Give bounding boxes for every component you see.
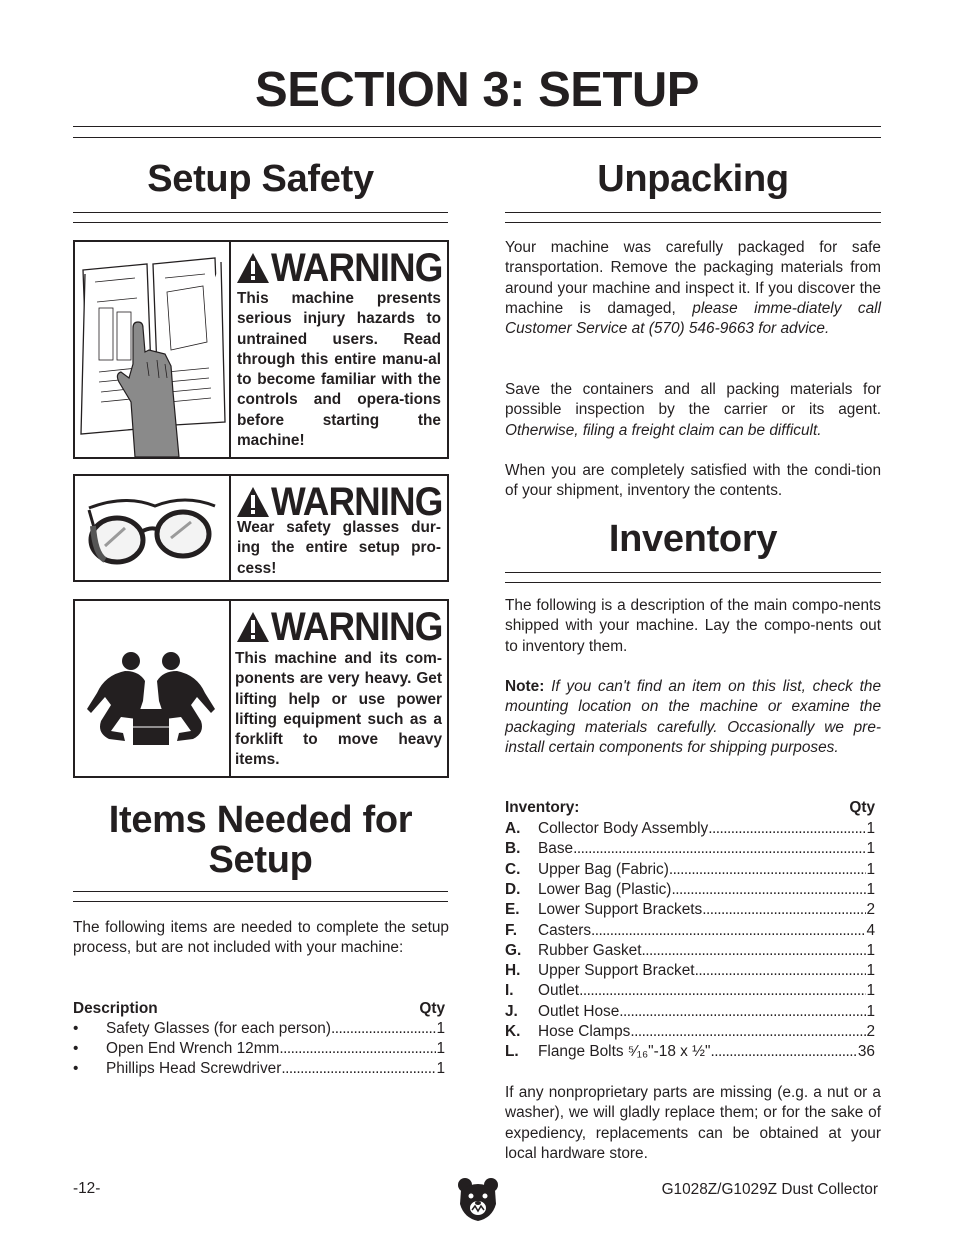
inventory-row — [505, 921, 875, 941]
inventory-row — [505, 941, 875, 961]
manual-reading-icon — [75, 242, 231, 457]
inventory-letter: D. — [505, 880, 521, 898]
inventory-item-qty: 1 — [866, 880, 875, 898]
inventory-intro: The following is a description of the main compo-nents shipped with your machine. Lay the compo-nents out to inventory them. — [505, 597, 881, 655]
items-row — [73, 1059, 445, 1079]
note-label: Note: — [505, 678, 545, 695]
inventory-table-header — [505, 799, 875, 817]
warning-box-manual — [73, 240, 449, 459]
title-divider-bottom — [73, 137, 881, 138]
inventory-row — [505, 880, 875, 900]
inventory-item-qty: 2 — [866, 901, 875, 919]
inventory-item-qty: 36 — [857, 1043, 875, 1061]
inventory-row — [505, 1022, 875, 1042]
inventory-row — [505, 900, 875, 920]
warning-header — [235, 605, 457, 649]
inventory-item-name: Lower Bag (Plastic) — [538, 880, 672, 898]
inventory-item-name: Collector Body Assembly — [538, 820, 709, 837]
inventory-letter: E. — [505, 901, 520, 919]
inventory-letter: H. — [505, 962, 521, 980]
inventory-item-name: Upper Support Bracket — [538, 962, 695, 980]
inventory-heading: Inventory — [608, 518, 778, 560]
inventory-item-qty: 1 — [866, 962, 875, 980]
unpacking-p1-italic: please imme-diately call Customer Service at (570) 546-9663 for advice. — [505, 299, 882, 338]
warning-word: WARNING — [271, 246, 443, 290]
unpacking-p2-text: Save the containers and all packing materials for possible inspection by the carrier or its agent. — [505, 381, 881, 419]
note-text: If you can't find an item on this list, check the mounting location on the machine or examine the packaging materials carefully. Occasionally we pre-install certain components for shipping purposes. — [505, 678, 882, 756]
inventory-row — [505, 839, 875, 859]
warning-text: This machine presents serious injury hazards to untrained users. Read through this entire manu-al to become familiar with the controls and opera-tions before starting the machine! — [237, 290, 441, 450]
unpacking-paragraph-3: When you are completely satisfied with the condi-tion of your shipment, inventory the contents. — [505, 462, 881, 500]
inventory-item-name: Base — [538, 840, 574, 858]
unpacking-paragraph-2 — [505, 380, 881, 441]
inventory-row — [505, 1002, 875, 1022]
warning-box-heavy — [73, 599, 449, 778]
item-name: Phillips Head Screwdriver — [106, 1060, 282, 1077]
inventory-item-qty: 2 — [866, 1023, 875, 1040]
warning-header — [235, 246, 457, 290]
inventory-item-qty: 1 — [866, 982, 875, 1000]
inventory-item-qty: 1 — [866, 1002, 875, 1020]
unpacking-p1-text: Your machine was carefully packaged for safe transportation. Remove the packaging materials from around your machine and inspect it. If you discover the machine is damaged, — [505, 239, 881, 317]
bullet: • — [73, 1040, 79, 1057]
warning-text: Wear safety glasses dur-ing the entire setup pro-cess! — [237, 519, 441, 577]
inventory-col-qty: Qty — [849, 799, 875, 816]
section-title: SECTION 3: SETUP — [255, 63, 699, 117]
bullet: • — [73, 1060, 79, 1077]
inventory-letter: F. — [505, 921, 517, 939]
inventory-letter: G. — [505, 941, 522, 959]
inventory-row — [505, 860, 875, 880]
warning-triangle-icon — [235, 251, 271, 285]
inventory-letter: I. — [505, 982, 514, 1000]
inventory-item-name: Upper Bag (Fabric) — [538, 860, 669, 878]
inventory-item-qty: 4 — [866, 921, 875, 939]
items-needed-divider-bottom — [73, 901, 448, 902]
inventory-item-qty: 1 — [866, 820, 875, 837]
inventory-letter: K. — [505, 1023, 521, 1040]
inventory-divider-bottom — [505, 582, 881, 583]
title-divider-top — [73, 126, 881, 127]
inventory-item-name: Flange Bolts ⁵⁄₁₆"-18 x ½" — [538, 1043, 711, 1061]
inventory-col-name: Inventory: — [505, 799, 580, 816]
inventory-note — [505, 677, 881, 758]
inventory-letter: J. — [505, 1002, 518, 1020]
inventory-item-name: Outlet Hose — [538, 1002, 620, 1020]
inventory-row — [505, 819, 875, 839]
unpacking-heading: Unpacking — [597, 158, 789, 200]
inventory-row — [505, 981, 875, 1001]
unpacking-p2-italic: Otherwise, filing a freight claim can be difficult. — [505, 421, 822, 439]
warning-word: WARNING — [271, 605, 443, 649]
items-col-description: Description — [73, 1000, 158, 1017]
closing-paragraph: If any nonproprietary parts are missing (e.g. a nut or a washer), we will gladly replace them; or for the sake of expediency, replacements can be obtained at your local hardware store. — [505, 1084, 881, 1162]
items-table-header — [73, 1000, 445, 1018]
inventory-letter: B. — [505, 840, 521, 858]
inventory-row — [505, 961, 875, 981]
unpacking-divider-top — [505, 212, 881, 213]
inventory-row — [505, 1042, 875, 1062]
setup-safety-heading: Setup Safety — [147, 158, 374, 200]
inventory-item-name: Lower Support Brackets — [538, 901, 703, 919]
warning-triangle-icon — [235, 485, 271, 519]
item-name: Open End Wrench 12mm — [106, 1040, 280, 1057]
inventory-item-name: Casters — [538, 921, 592, 939]
item-name: Safety Glasses (for each person) — [106, 1020, 331, 1037]
item-qty: 1 — [436, 1020, 445, 1037]
inventory-item-name: Rubber Gasket — [538, 941, 642, 959]
page-number: -12- — [73, 1180, 101, 1197]
warning-text: This machine and its com-ponents are very heavy. Get lifting help or use power lifting equipment such as a forklift to move heavy items. — [235, 650, 442, 769]
items-needed-heading-line2: Setup — [208, 839, 313, 881]
item-qty: 1 — [436, 1060, 445, 1077]
inventory-item-qty: 1 — [866, 840, 875, 858]
items-row — [73, 1039, 445, 1059]
unpacking-paragraph-1 — [505, 238, 881, 339]
two-person-lift-icon — [75, 601, 231, 776]
warning-word: WARNING — [271, 480, 443, 524]
items-col-qty: Qty — [419, 1000, 445, 1017]
items-needed-intro: The following items are needed to complete the setup process, but are not included with your machine: — [73, 919, 449, 957]
items-needed-heading-line1: Items Needed for — [108, 799, 413, 841]
setup-safety-divider-bottom — [73, 222, 448, 223]
safety-glasses-icon — [75, 476, 231, 580]
bullet: • — [73, 1020, 79, 1037]
inventory-divider-top — [505, 572, 881, 573]
bear-head-logo-icon — [456, 1176, 500, 1222]
items-row — [73, 1019, 445, 1039]
item-qty: 1 — [436, 1040, 445, 1057]
inventory-letter: C. — [505, 860, 521, 878]
warning-box-glasses — [73, 474, 449, 582]
unpacking-divider-bottom — [505, 222, 881, 223]
inventory-letter: L. — [505, 1043, 519, 1061]
model-name: G1028Z/G1029Z Dust Collector — [661, 1181, 878, 1198]
items-needed-divider-top — [73, 891, 448, 892]
inventory-item-name: Hose Clamps — [538, 1023, 631, 1040]
inventory-item-name: Outlet — [538, 982, 580, 1000]
warning-triangle-icon — [235, 610, 271, 644]
items-needed-heading — [73, 800, 448, 880]
inventory-letter: A. — [505, 820, 521, 837]
setup-safety-divider-top — [73, 212, 448, 213]
inventory-item-qty: 1 — [866, 941, 875, 959]
inventory-item-qty: 1 — [866, 860, 875, 878]
